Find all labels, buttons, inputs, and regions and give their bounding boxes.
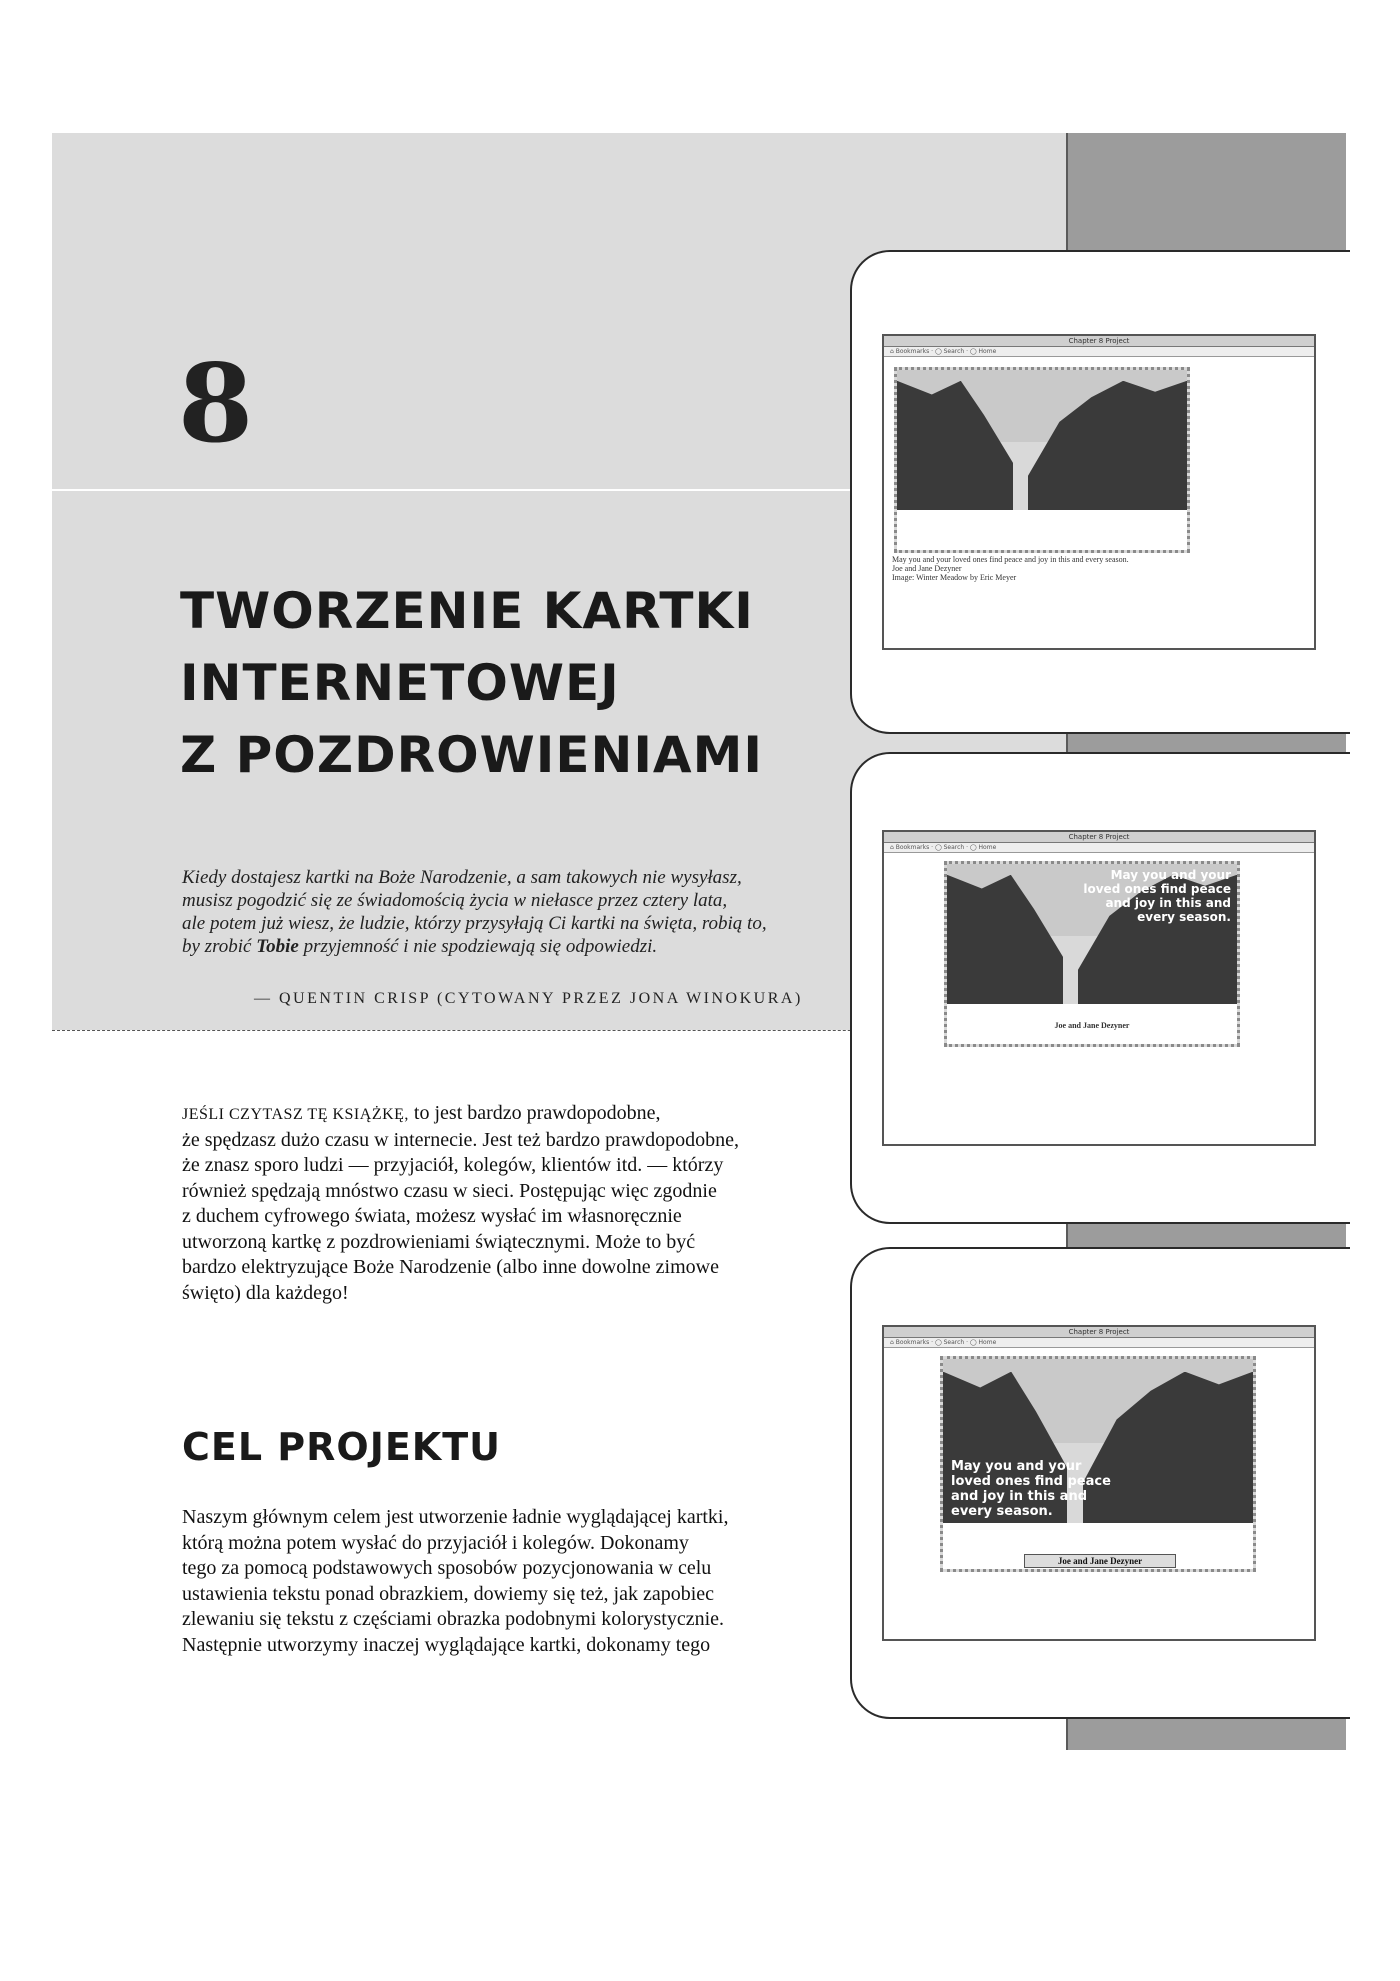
epigraph-text: przyjemność i nie spodziewają się odpowiedzi. — [298, 936, 658, 957]
epigraph-attribution: — QUENTIN CRISP (CYTOWANY PRZEZ JONA WINOKURA) — [254, 990, 803, 1007]
browser-body — [884, 1348, 1314, 1639]
epigraph — [182, 866, 822, 958]
chapter-number: 8 — [178, 341, 254, 467]
screenshot-frame-2 — [850, 752, 1350, 1224]
epigraph-emphasis: Tobie — [256, 936, 299, 957]
paragraph-line: ustawienia tekstu ponad obrazkiem, dowiemy się też, jak zapobiec — [182, 1582, 715, 1605]
paragraph-line: również spędzają mnóstwo czasu w sieci. Postępując więc zgodnie — [182, 1179, 717, 1202]
card-image — [894, 367, 1190, 553]
card-message: May you and your loved ones find peace and joy in this and every season. — [1083, 868, 1231, 924]
caption-line: May you and your loved ones find peace and joy in this and every season. — [892, 555, 1129, 564]
browser-body — [884, 853, 1314, 1144]
browser-body — [884, 357, 1314, 648]
lead-in: JEŚLI CZYTASZ TĘ KSIĄŻKĘ, — [182, 1106, 409, 1123]
paragraph-line: zlewaniu się tekstu z częściami obrazka podobnymi kolorystycznie. — [182, 1608, 725, 1630]
card-names: Joe and Jane Dezyner — [1024, 1554, 1176, 1568]
browser-window — [882, 830, 1316, 1146]
browser-title: Chapter 8 Project — [884, 832, 1314, 843]
paragraph-line: którą można potem wysłać do przyjaciół i kolegów. Dokonamy — [182, 1531, 689, 1554]
paragraph-line: tego za pomocą podstawowych sposobów pozycjonowania w celu — [182, 1557, 712, 1579]
paragraph-line: że znasz sporo ludzi — przyjaciół, kolegów, klientów itd. — którzy — [182, 1154, 724, 1176]
section-paragraph — [182, 1505, 832, 1658]
browser-toolbar: ⌂ Bookmarks · ◯ Search · ◯ Home — [884, 843, 1314, 853]
screenshot-frame-1 — [850, 250, 1350, 734]
chapter-title-line: Z POZDROWIENIAMI — [180, 726, 763, 784]
card-image — [944, 861, 1240, 1047]
browser-title: Chapter 8 Project — [884, 336, 1314, 347]
paragraph-line: Naszym głównym celem jest utworzenie ładnie wyglądającej kartki, — [182, 1506, 729, 1528]
browser-title: Chapter 8 Project — [884, 1327, 1314, 1338]
chapter-title-line: TWORZENIE KARTKI — [180, 582, 754, 640]
epigraph-line — [182, 935, 822, 958]
epigraph-text: by zrobić — [182, 936, 257, 957]
card-names: Joe and Jane Dezyner — [1054, 1021, 1130, 1030]
caption-line: Joe and Jane Dezyner — [892, 564, 962, 573]
paragraph-line: utworzoną kartkę z pozdrowieniami świątecznymi. Może to być — [182, 1230, 696, 1253]
browser-window — [882, 1325, 1316, 1641]
caption-line: Image: Winter Meadow by Eric Meyer — [892, 573, 1017, 582]
paragraph-line: z duchem cyfrowego świata, możesz wysłać im własnoręcznie — [182, 1205, 682, 1227]
card-caption — [892, 555, 1129, 582]
chapter-title — [180, 575, 820, 791]
paragraph-line: święto) dla każdego! — [182, 1281, 349, 1304]
epigraph-line: Kiedy dostajesz kartki na Boże Narodzenie, a sam takowych nie wysyłasz, — [182, 867, 742, 888]
card-image — [940, 1356, 1256, 1572]
browser-window — [882, 334, 1316, 650]
screenshot-frame-3 — [850, 1247, 1350, 1719]
paragraph-line: Następnie utworzymy inaczej wyglądające kartki, dokonamy tego — [182, 1633, 711, 1656]
section-heading: CEL PROJEKTU — [182, 1425, 502, 1469]
paragraph-line — [182, 1101, 832, 1128]
card-message: May you and your loved ones find peace and joy in this and every season. — [951, 1459, 1111, 1519]
chapter-title-line: INTERNETOWEJ — [180, 654, 620, 712]
epigraph-line: ale potem już wiesz, że ludzie, którzy przysyłają Ci kartki na święta, robią to, — [182, 913, 767, 934]
paragraph-line: bardzo elektryzujące Boże Narodzenie (albo inne dowolne zimowe — [182, 1256, 719, 1278]
epigraph-line: musisz pogodzić się ze świadomością życia w niełasce przez cztery lata, — [182, 890, 728, 911]
intro-paragraph — [182, 1101, 832, 1306]
browser-toolbar: ⌂ Bookmarks · ◯ Search · ◯ Home — [884, 347, 1314, 357]
paragraph-line: że spędzasz dużo czasu w internecie. Jest też bardzo prawdopodobne, — [182, 1128, 739, 1151]
paragraph-text: to jest bardzo prawdopodobne, — [408, 1102, 661, 1124]
browser-toolbar: ⌂ Bookmarks · ◯ Search · ◯ Home — [884, 1338, 1314, 1348]
